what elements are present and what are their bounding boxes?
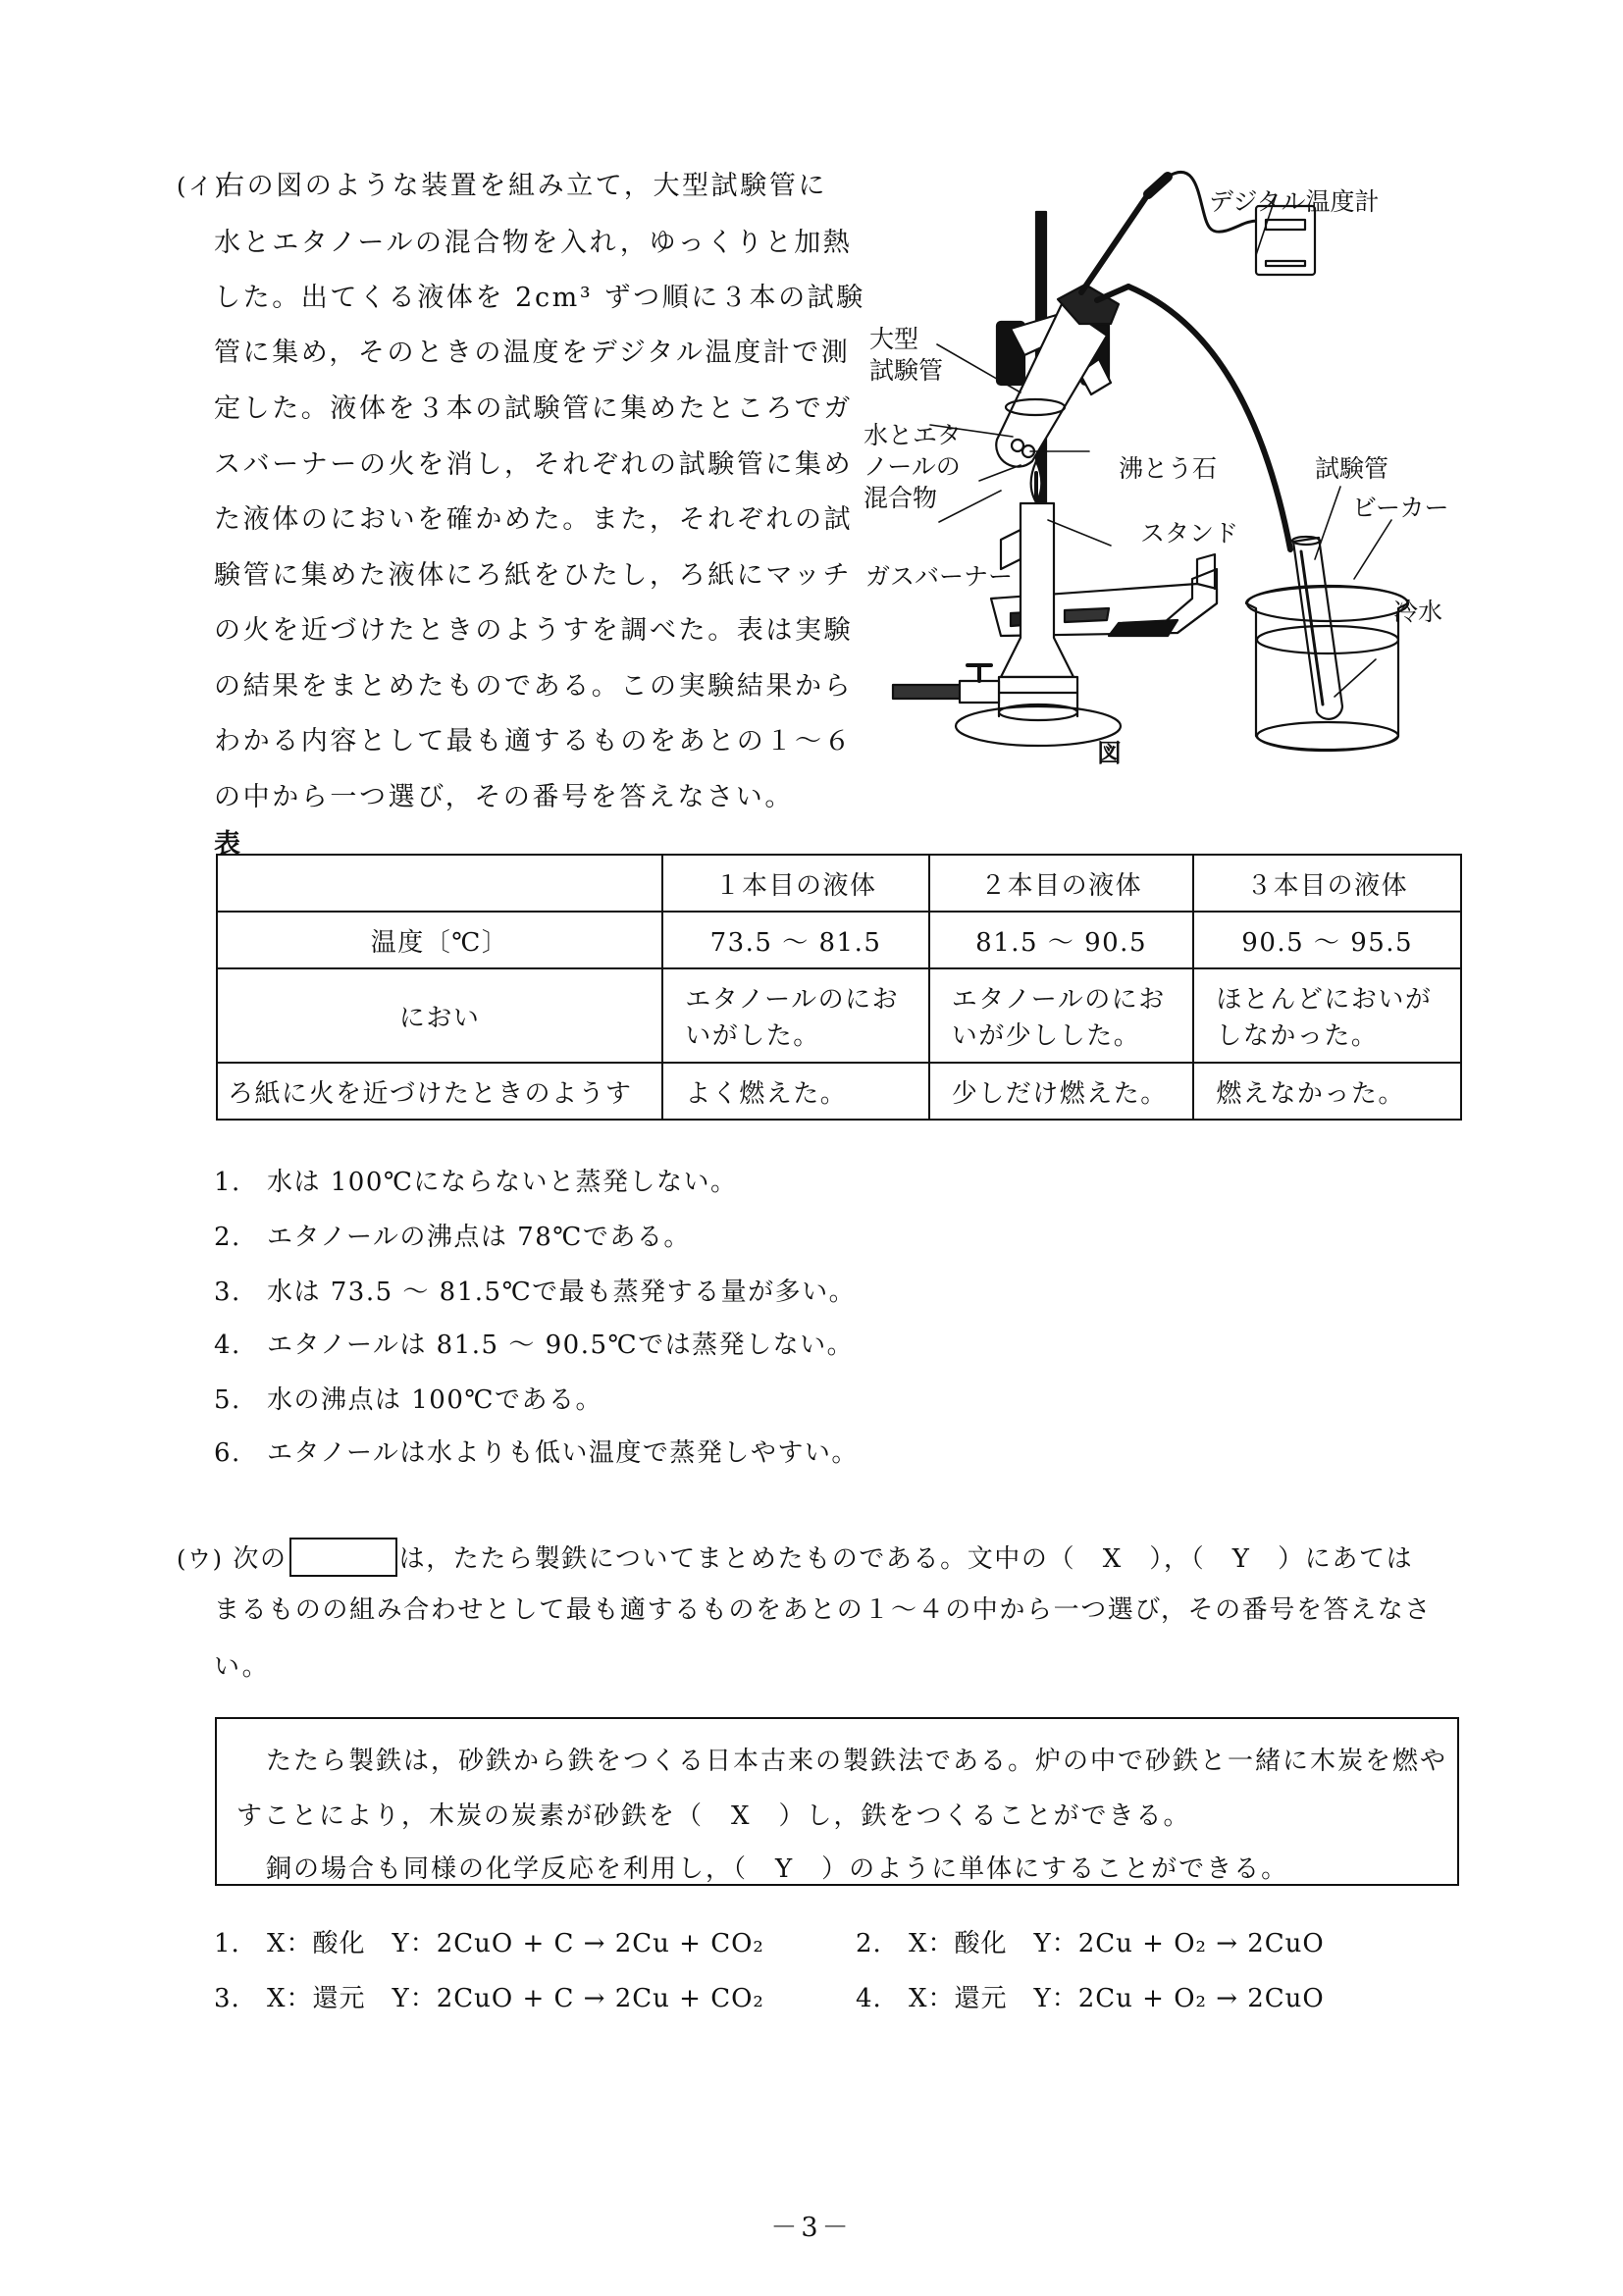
question-u-line [177,1540,1413,1580]
choice-x: X：酸化 [267,1929,366,1958]
choice-text: 水は 100℃にならないと蒸発しない。 [267,1168,738,1197]
question-i-line: 管に集め，そのときの温度をデジタル温度計で測 [214,338,851,368]
results-table [216,854,1462,1121]
choice-number: 6. [214,1438,241,1468]
choice-number: 2. [214,1223,241,1252]
label-cold-water: 冷水 [1393,598,1443,626]
choice-number: 1. [214,1168,241,1197]
label-mixture-2: ノールの [864,452,961,481]
choice-number: 3. [214,1984,240,2013]
question-u-line: い。 [214,1652,271,1682]
choice-i-6 [214,1433,859,1469]
question-marker-u: (ウ) [177,1545,224,1573]
cell-line: ほとんどにおいが [1216,985,1433,1015]
choice-u-4 [856,1978,1325,2014]
choice-u-3 [214,1978,764,2014]
question-i-line: した。出てくる液体を 2cm³ ずつ順に３本の試験 [214,283,865,313]
table-cell [929,968,1194,1063]
question-u-text: 次の [233,1544,288,1574]
label-stand: スタンド [1140,519,1239,548]
blank-box [289,1538,397,1577]
choice-text: エタノールは 81.5 ～ 90.5℃では蒸発しない。 [267,1331,855,1360]
cell-line: エタノールのにお [951,985,1166,1015]
table-cell [662,968,929,1063]
delivery-tube [1128,287,1290,549]
choice-text: エタノールは水よりも低い温度で蒸発しやすい。 [267,1438,859,1468]
choice-x: X：還元 [909,1984,1008,2013]
question-i-line: 水とエタノールの混合物を入れ，ゆっくりと加熱 [214,228,853,258]
choice-number: 4. [214,1331,241,1360]
choice-y: Y：2Cu + O₂ → 2CuO [1033,1929,1325,1958]
row-label-filter-paper: ろ紙に火を近づけたときのようす [217,1063,662,1120]
figure-caption: 図 [1097,739,1123,767]
table-header-row [217,855,1461,912]
table-cell: 90.5 ～ 95.5 [1193,912,1461,968]
question-u-text: は，たたら製鉄についてまとめたものである。文中の（ X ），（ Y ）にあては [398,1544,1414,1574]
cell-line: いが少しした。 [951,1021,1141,1051]
row-label-temperature: 温度〔℃〕 [217,912,662,968]
label-large-test-tube-2: 試験管 [869,356,944,385]
choice-y: Y：2CuO + C → 2Cu + CO₂ [392,1929,764,1958]
summary-box [215,1717,1459,1886]
table-header-cell [217,855,662,912]
label-large-test-tube-1: 大型 [869,325,919,353]
question-marker-i: (イ) [177,173,227,200]
choice-y: Y：2CuO + C → 2Cu + CO₂ [392,1984,764,2013]
question-i-line: わかる内容として最も適するものをあとの１～６ [214,726,854,757]
row-label-smell: におい [217,968,662,1063]
choice-number: 4. [856,1984,882,2013]
question-i-line: スバーナーの火を消し，それぞれの試験管に集め [214,449,854,480]
question-i-line: の結果をまとめたものである。この実験結果から [214,671,854,702]
choice-x: X：還元 [267,1984,366,2013]
choice-text: 水の沸点は 100℃である。 [267,1385,602,1415]
choice-i-4 [214,1325,854,1361]
label-mixture-1: 水とエタ [864,421,963,449]
summary-line: すことにより，木炭の炭素が砂鉄を（ X ）し，鉄をつくることができる。 [236,1801,1191,1831]
table-caption: 表 [214,829,240,860]
label-boiling-stone: 沸とう石 [1119,454,1218,483]
table-cell: 81.5 ～ 90.5 [929,912,1194,968]
cell-line: しなかった。 [1216,1021,1379,1051]
choice-i-3 [214,1272,856,1308]
table-header-cell: ２本目の液体 [929,855,1194,912]
table-header-cell: ３本目の液体 [1193,855,1461,912]
question-i-line: の中から一つ選び，その番号を答えなさい。 [214,782,794,812]
choice-x: X：酸化 [909,1929,1008,1958]
cell-line: エタノールのにお [685,985,900,1015]
table-cell: よく燃えた。 [662,1063,929,1120]
table-row [217,968,1461,1063]
choice-number: 3. [214,1278,241,1307]
summary-line: たたら製鉄は，砂鉄から鉄をつくる日本古来の製鉄法である。炉の中で砂鉄と一緒に木炭を燃や [266,1747,1448,1776]
question-i-line: た液体のにおいを確かめた。また，それぞれの試 [214,504,854,535]
label-digital-thermometer: デジタル温度計 [1209,187,1380,216]
question-u-line: まるものの組み合わせとして最も適するものをあとの１～４の中から一つ選び，その番号を答えなさ [214,1595,1432,1625]
choice-i-2 [214,1217,691,1253]
choice-text: エタノールの沸点は 78℃である。 [267,1223,691,1252]
table-row [217,1063,1461,1120]
table-cell: 少しだけ燃えた。 [929,1063,1194,1120]
receiving-test-tube [1293,538,1342,719]
gas-hose [893,685,962,699]
table-header-cell: １本目の液体 [662,855,929,912]
choice-i-1 [214,1162,737,1198]
question-i-line: 定した。液体を３本の試験管に集めたところでガ [214,393,853,424]
choice-number: 2. [856,1929,882,1958]
choice-number: 5. [214,1385,241,1415]
choice-u-2 [856,1923,1325,1959]
page-number: －3－ [770,2213,853,2243]
table-row [217,912,1461,968]
label-mixture-3: 混合物 [864,484,938,512]
choice-number: 1. [214,1929,240,1958]
question-i-line: 右の図のような装置を組み立て，大型試験管に [218,171,828,201]
label-gas-burner: ガスバーナー [865,562,1014,591]
table-cell [1193,968,1461,1063]
cell-line: いがした。 [685,1021,820,1051]
summary-line: 銅の場合も同様の化学反応を利用し，（ Y ）のように単体にすることができる。 [266,1854,1289,1884]
label-test-tube: 試験管 [1315,454,1389,483]
choice-y: Y：2Cu + O₂ → 2CuO [1033,1984,1325,2013]
question-i-line: の火を近づけたときのようすを調べた。表は実験 [214,615,854,646]
gas-burner [1021,503,1054,641]
choice-text: 水は 73.5 ～ 81.5℃で最も蒸発する量が多い。 [267,1278,857,1307]
choice-u-1 [214,1923,764,1959]
label-beaker: ビーカー [1352,494,1449,522]
question-i-line: 験管に集めた液体にろ紙をひたし，ろ紙にマッチ [214,560,853,591]
table-cell: 燃えなかった。 [1193,1063,1461,1120]
table-cell: 73.5 ～ 81.5 [662,912,929,968]
choice-i-5 [214,1380,602,1416]
